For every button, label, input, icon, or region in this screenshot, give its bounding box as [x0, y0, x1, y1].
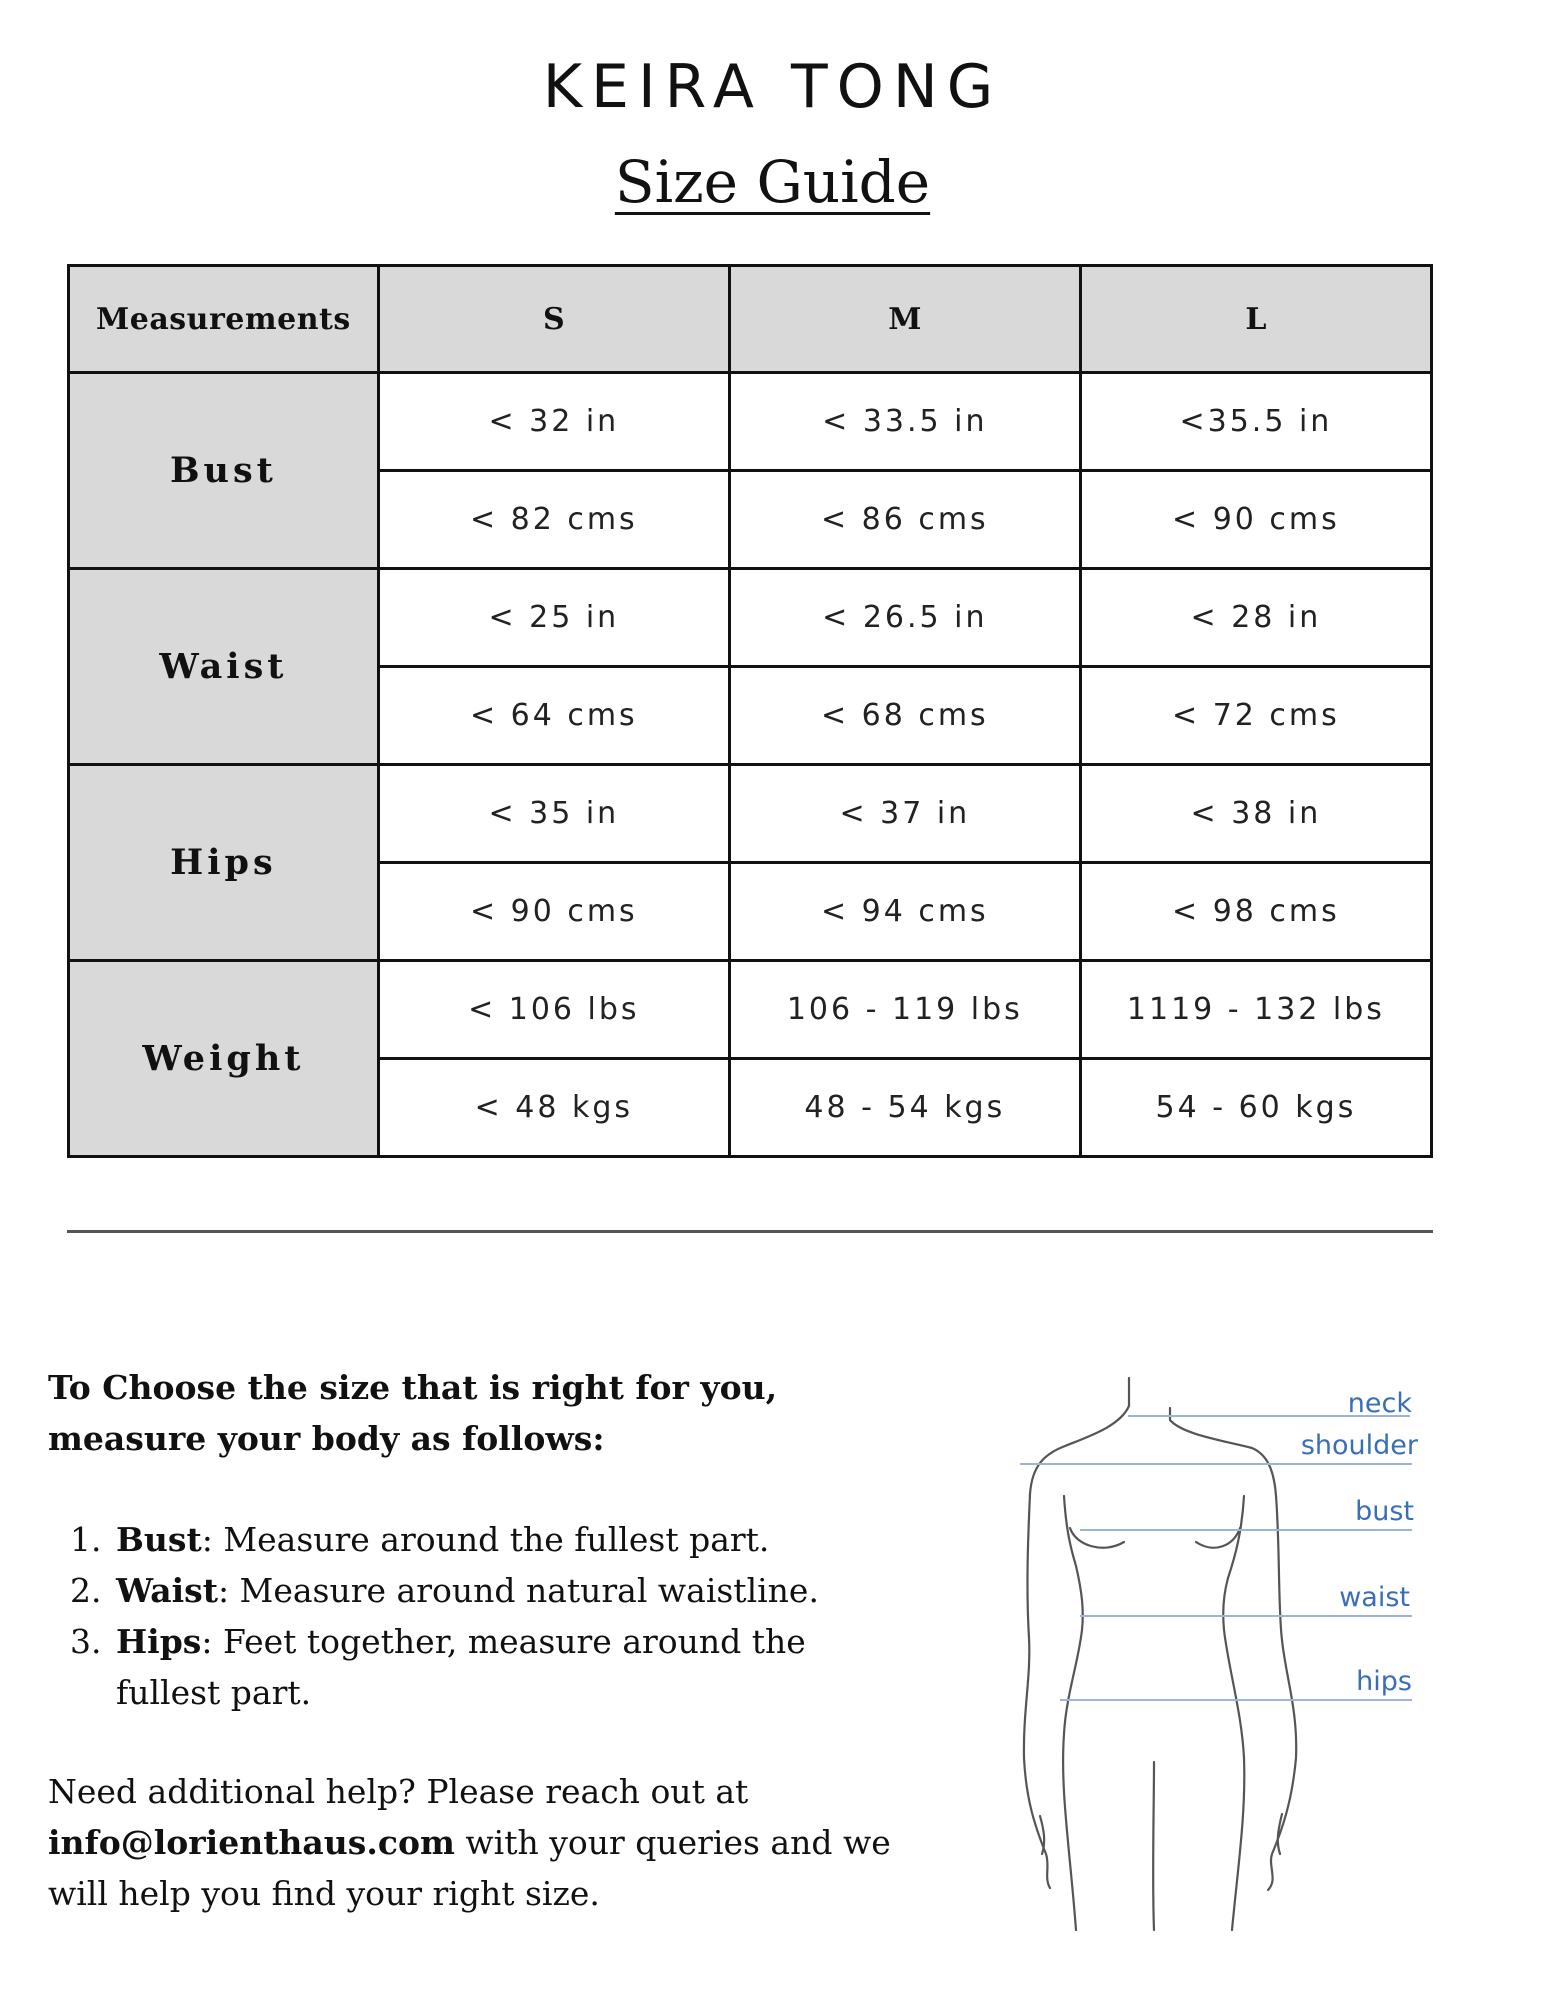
- column-header-s: S: [378, 266, 729, 373]
- help-text: [48, 1766, 898, 1919]
- step-text: : Measure around the fullest part.: [201, 1520, 770, 1559]
- neck-label: neck: [1347, 1388, 1412, 1419]
- step-text: : Measure around natural waistline.: [217, 1571, 819, 1610]
- brand-name: KEIRA TONG: [542, 52, 1003, 122]
- step-term: Hips: [116, 1622, 202, 1661]
- row-label-weight: Weight: [69, 961, 379, 1157]
- table-cell: 48 - 54 kgs: [729, 1059, 1080, 1157]
- table-row: [69, 765, 1432, 863]
- table-cell: < 86 cms: [729, 471, 1080, 569]
- step-term: Bust: [116, 1520, 202, 1559]
- table-cell: < 72 cms: [1080, 667, 1431, 765]
- table-row: [69, 961, 1432, 1059]
- body-outline-illustration: [1020, 1378, 1440, 1958]
- table-cell: < 82 cms: [378, 471, 729, 569]
- table-cell: < 90 cms: [378, 863, 729, 961]
- table-cell: < 25 in: [378, 569, 729, 667]
- table-cell: < 32 in: [378, 373, 729, 471]
- table-cell: < 98 cms: [1080, 863, 1431, 961]
- table-cell: < 94 cms: [729, 863, 1080, 961]
- step-text: : Feet together, measure around the fullest part.: [116, 1622, 806, 1712]
- table-cell: 106 - 119 lbs: [729, 961, 1080, 1059]
- column-header-m: M: [729, 266, 1080, 373]
- row-label-hips: Hips: [69, 765, 379, 961]
- section-divider: [67, 1230, 1433, 1233]
- table-header-row: [69, 266, 1432, 373]
- step-term: Waist: [116, 1571, 218, 1610]
- row-label-bust: Bust: [69, 373, 379, 569]
- table-cell: < 35 in: [378, 765, 729, 863]
- table-cell: < 33.5 in: [729, 373, 1080, 471]
- table-cell: < 64 cms: [378, 667, 729, 765]
- table-cell: 1119 - 132 lbs: [1080, 961, 1431, 1059]
- table-row: [69, 569, 1432, 667]
- help-prefix: Need additional help? Please reach out at: [48, 1772, 749, 1811]
- table-cell: < 28 in: [1080, 569, 1431, 667]
- body-outline: [1024, 1378, 1296, 1930]
- table-cell: <35.5 in: [1080, 373, 1431, 471]
- column-header-l: L: [1080, 266, 1431, 373]
- table-row: [69, 373, 1432, 471]
- hips-label: hips: [1356, 1666, 1412, 1697]
- list-item: [112, 1565, 898, 1616]
- page-title: Size Guide: [614, 148, 931, 216]
- table-cell: < 26.5 in: [729, 569, 1080, 667]
- list-item: [112, 1514, 898, 1565]
- table-cell: < 90 cms: [1080, 471, 1431, 569]
- table-cell: < 38 in: [1080, 765, 1431, 863]
- contact-email-link[interactable]: info@lorienthaus.com: [48, 1823, 455, 1862]
- measuring-instructions: [48, 1362, 898, 1919]
- column-header-measurements: Measurements: [69, 266, 379, 373]
- measuring-steps: [48, 1514, 898, 1718]
- shoulder-label: shoulder: [1300, 1430, 1418, 1461]
- list-item: [112, 1616, 898, 1718]
- instructions-intro: To Choose the size that is right for you, measure your body as follows:: [48, 1368, 778, 1458]
- waist-label: waist: [1339, 1582, 1410, 1613]
- row-label-waist: Waist: [69, 569, 379, 765]
- help-suffix: with your queries and we will help you find your right size.: [48, 1823, 891, 1913]
- table-cell: < 48 kgs: [378, 1059, 729, 1157]
- body-measurement-figure: [1020, 1378, 1440, 1958]
- table-cell: 54 - 60 kgs: [1080, 1059, 1431, 1157]
- table-cell: < 106 lbs: [378, 961, 729, 1059]
- table-cell: < 68 cms: [729, 667, 1080, 765]
- bust-label: bust: [1355, 1496, 1414, 1527]
- table-cell: < 37 in: [729, 765, 1080, 863]
- size-table: [67, 264, 1433, 1158]
